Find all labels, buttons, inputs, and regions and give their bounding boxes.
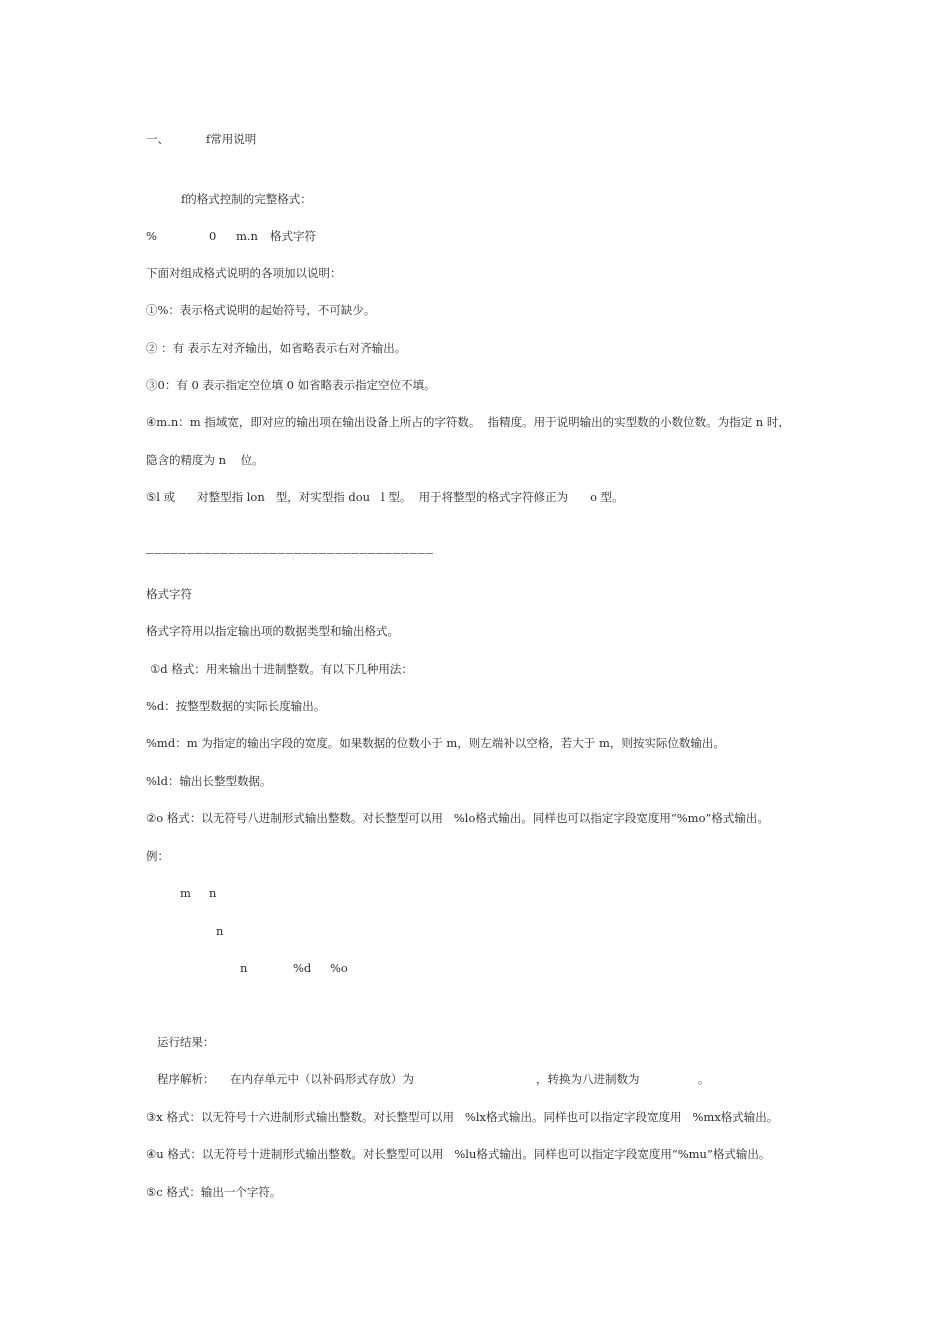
divider-rule: ——————————————————————————————————— bbox=[146, 546, 434, 560]
o-format: ②o 格式：以无符号八进制形式输出整数。对长整型可以用 %lo格式输出。同样也可以指定字段宽度用“%mo”格式输出。 bbox=[146, 811, 769, 825]
code-fragment: %d bbox=[293, 961, 312, 975]
d-usage-1: %d：按整型数据的实际长度输出。 bbox=[146, 699, 326, 713]
code-fragment: n bbox=[240, 961, 248, 975]
analysis-text: 在内存单元中（以补码形式存放）为 bbox=[230, 1072, 414, 1086]
c-format: ⑤c 格式：输出一个字符。 bbox=[146, 1185, 282, 1199]
x-format: ③x 格式：以无符号十六进制形式输出整数。对长整型可以用 %lx格式输出。同样也可以指定字段宽度用 %mx格式输出。 bbox=[146, 1110, 779, 1124]
syntax-zero: 0 bbox=[209, 229, 217, 243]
item-2: ② ：有 表示左对齐输出，如省略表示右对齐输出。 bbox=[146, 341, 407, 355]
analysis-label: 程序解析： bbox=[157, 1072, 215, 1086]
page-title: f常用说明 bbox=[206, 132, 257, 146]
syntax-mn: m.n bbox=[236, 229, 258, 243]
title-prefix: 一、 bbox=[146, 132, 169, 146]
example-label: 例： bbox=[146, 849, 169, 863]
run-result-label: 运行结果： bbox=[157, 1035, 215, 1049]
code-fragment: n bbox=[216, 924, 224, 938]
u-format: ④u 格式：以无符号十进制形式输出整数。对长整型可以用 %lu格式输出。同样也可以指定字段宽度用“%mu”格式输出。 bbox=[146, 1147, 771, 1161]
analysis-text: ，转换为八进制数为 bbox=[536, 1072, 640, 1086]
code-fragment: n bbox=[209, 886, 217, 900]
d-usage-3: %ld：输出长整型数据。 bbox=[146, 774, 272, 788]
format-full-heading: f的格式控制的完整格式： bbox=[181, 192, 312, 206]
section-title: 格式字符 bbox=[146, 587, 192, 601]
code-fragment: %o bbox=[330, 961, 348, 975]
syntax-chars: 格式字符 bbox=[270, 229, 316, 243]
code-fragment: m bbox=[180, 886, 191, 900]
item-4a: ④m.n：m 指域宽，即对应的输出项在输出设备上所占的字符数。 指精度。用于说明输出的实型数的小数位数。为指定 n 时， bbox=[146, 415, 790, 429]
d-usage-2: %md：m 为指定的输出字段的宽度。如果数据的位数小于 m，则左端补以空格，若大于 m，则按实际位数输出。 bbox=[146, 736, 725, 750]
item-3: ③0：有 0 表示指定空位填 0 如省略表示指定空位不填。 bbox=[146, 378, 436, 392]
intro-text: 下面对组成格式说明的各项加以说明： bbox=[146, 266, 342, 280]
d-format: ①d 格式：用来输出十进制整数。有以下几种用法： bbox=[150, 662, 413, 676]
syntax-percent: % bbox=[146, 229, 157, 243]
item-1: ①%：表示格式说明的起始符号，不可缺少。 bbox=[146, 303, 376, 317]
analysis-text: 。 bbox=[698, 1072, 710, 1086]
item-5: ⑤l 或 对整型指 lon 型，对实型指 dou l 型。 用于将整型的格式字符修正为 o 型。 bbox=[146, 490, 624, 504]
item-4b: 隐含的精度为 n 位。 bbox=[146, 453, 264, 467]
section-desc: 格式字符用以指定输出项的数据类型和输出格式。 bbox=[146, 624, 399, 638]
